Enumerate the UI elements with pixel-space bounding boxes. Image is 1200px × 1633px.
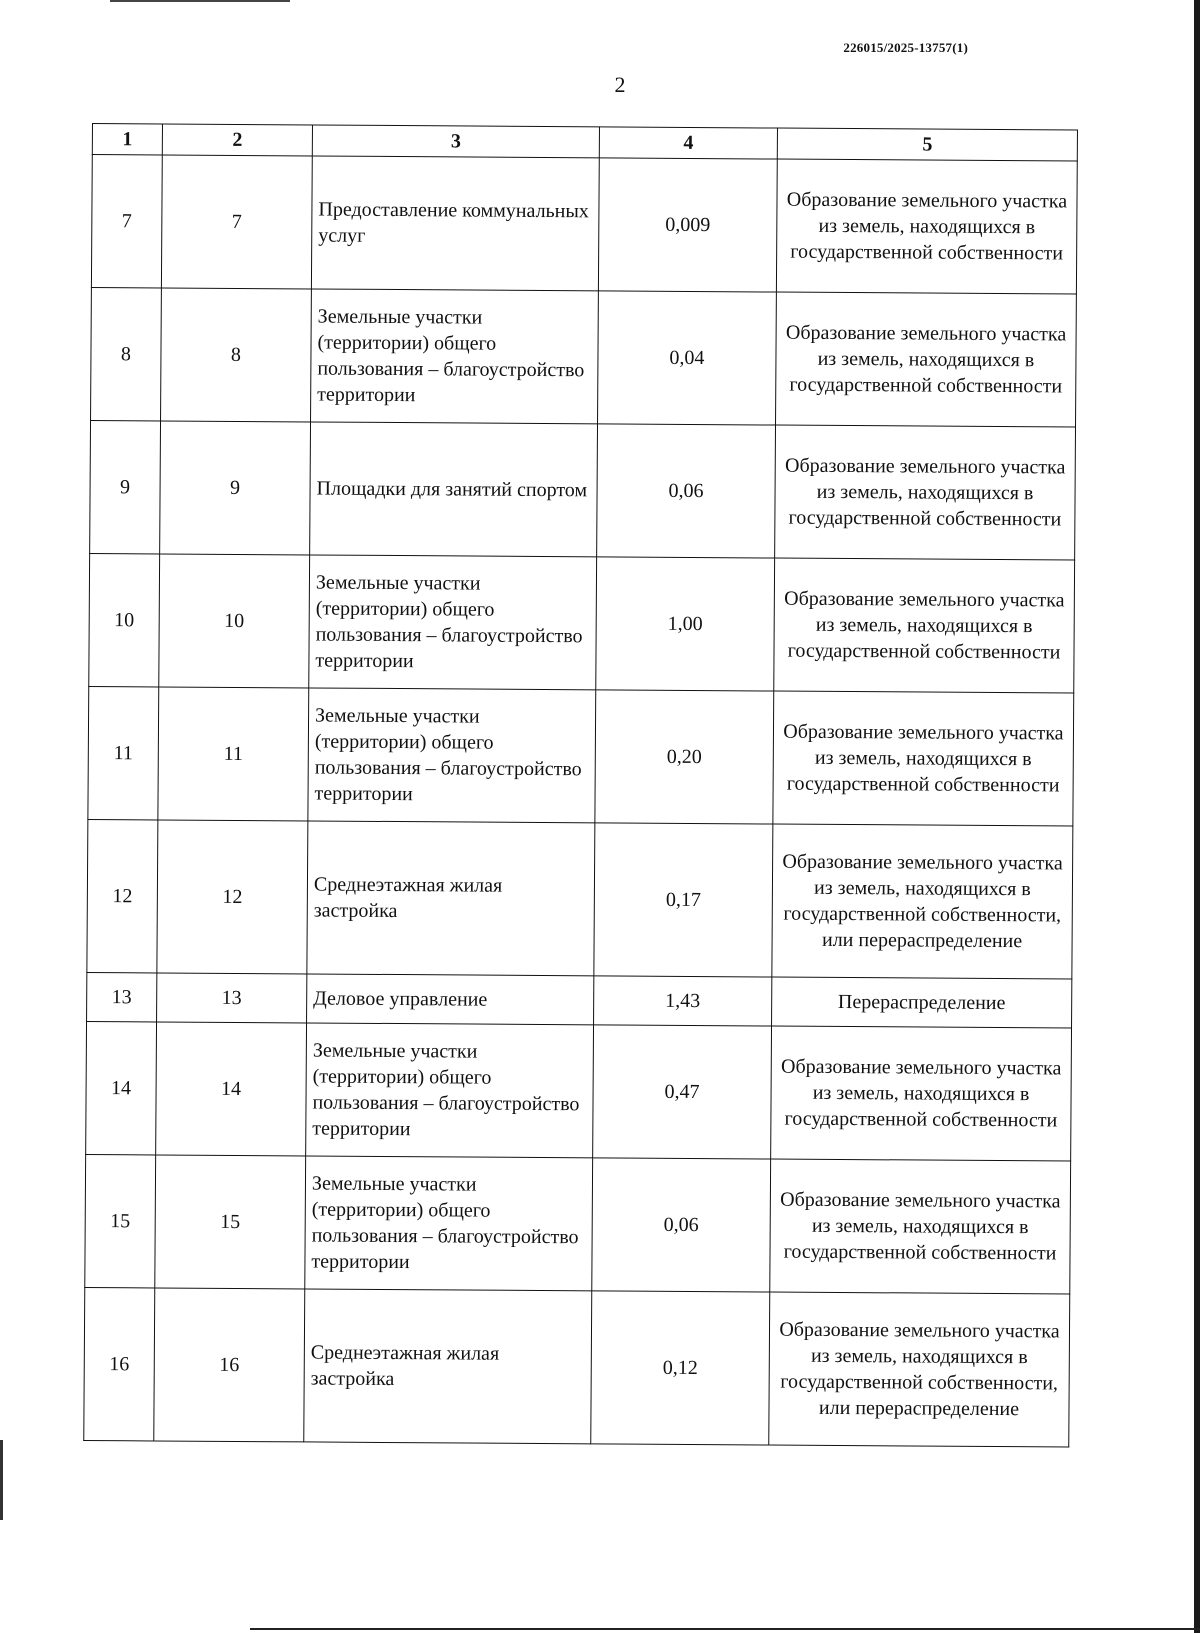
plot-number-cell: 13 [157,973,307,1023]
row-number-cell: 9 [90,420,161,553]
row-number-cell: 15 [85,1154,156,1287]
scan-bottom-edge [250,1628,1200,1630]
formation-method-cell: Образование земельного участка из земель, находящихся в государственной собственности [773,691,1074,826]
area-cell: 1,43 [594,976,772,1026]
table-row [86,1021,1072,1161]
table-row [84,1287,1070,1447]
plot-number-cell: 16 [154,1288,305,1442]
formation-method-cell: Образование земельного участка из земель, находящихся в государственной собственности, или перераспределение [769,1292,1070,1447]
formation-method-cell: Образование земельного участка из земель, находящихся в государственной собственности, или перераспределение [772,824,1073,979]
permitted-use-cell: Земельные участки (территории) общего пользования – благоустройство территории [308,688,596,823]
scan-top-edge [110,0,290,6]
plot-number-cell: 9 [160,421,311,555]
table-row [91,155,1077,295]
row-number-cell: 11 [88,686,159,819]
area-cell: 1,00 [596,557,775,691]
area-cell: 0,47 [593,1025,772,1159]
permitted-use-cell: Земельные участки (территории) общего пользования – благоустройство территории [305,1156,593,1291]
permitted-use-cell: Среднеэтажная жилая застройка [304,1289,592,1444]
formation-method-cell: Образование земельного участка из земель, находящихся в государственной собственности [776,292,1077,427]
permitted-use-cell: Земельные участки (территории) общего пользования – благоустройство территории [309,555,597,690]
plot-number-cell: 8 [161,288,312,422]
row-number-cell: 16 [84,1287,155,1440]
plot-number-cell: 12 [157,820,308,974]
formation-method-cell: Образование земельного участка из земель, находящихся в государственной собственности [776,159,1077,294]
column-header: 3 [312,125,599,158]
permitted-use-cell: Земельные участки (территории) общего пользования – благоустройство территории [311,289,599,424]
scan-left-edge-mark [0,1440,3,1520]
plot-number-cell: 10 [159,554,310,688]
table-row [89,553,1075,693]
formation-method-cell: Образование земельного участка из земель, находящихся в государственной собственности [774,558,1075,693]
column-header: 2 [162,124,312,156]
plot-number-cell: 7 [161,155,312,289]
formation-method-cell: Образование земельного участка из земель, находящихся в государственной собственности [771,1026,1072,1161]
permitted-use-cell: Предоставление коммунальных услуг [311,156,599,291]
plot-number-cell: 15 [155,1155,306,1289]
area-cell: 0,20 [595,690,774,824]
row-number-cell: 13 [87,972,157,1021]
permitted-use-cell: Площадки для занятий спортом [310,422,598,557]
formation-method-cell: Перераспределение [772,977,1072,1028]
row-number-cell: 14 [86,1021,157,1154]
row-number-cell: 8 [91,287,162,420]
area-cell: 0,17 [594,823,773,977]
area-cell: 0,04 [598,291,777,425]
formation-method-cell: Образование земельного участка из земель, находящихся в государственной собственности [770,1159,1071,1294]
formation-method-cell: Образование земельного участка из земель, находящихся в государственной собственности [775,425,1076,560]
page-number: 2 [614,72,626,97]
row-number-cell: 7 [91,155,162,288]
table-row [88,686,1074,826]
column-header: 1 [92,124,162,155]
permitted-use-cell: Среднеэтажная жилая застройка [307,821,595,976]
area-cell: 0,06 [592,1158,771,1292]
permitted-use-cell: Деловое управление [307,974,594,1025]
scan-right-edge [1194,0,1200,1633]
document-number: 226015/2025-13757(1) [843,40,968,55]
table-row [91,287,1077,427]
area-cell: 0,12 [591,1291,770,1445]
area-cell: 0,06 [597,424,776,558]
row-number-cell: 10 [89,553,160,686]
row-number-cell: 12 [87,819,158,972]
plot-number-cell: 11 [158,687,309,821]
table-row [87,972,1072,1028]
plot-number-cell: 14 [156,1022,307,1156]
land-plots-table [83,123,1078,1448]
permitted-use-cell: Земельные участки (территории) общего пользования – благоустройство территории [306,1023,594,1158]
table-row [87,819,1073,979]
column-header: 4 [599,127,777,159]
area-cell: 0,009 [598,158,777,292]
column-header: 5 [777,128,1077,161]
table-row [90,420,1076,560]
table-row [85,1154,1071,1294]
